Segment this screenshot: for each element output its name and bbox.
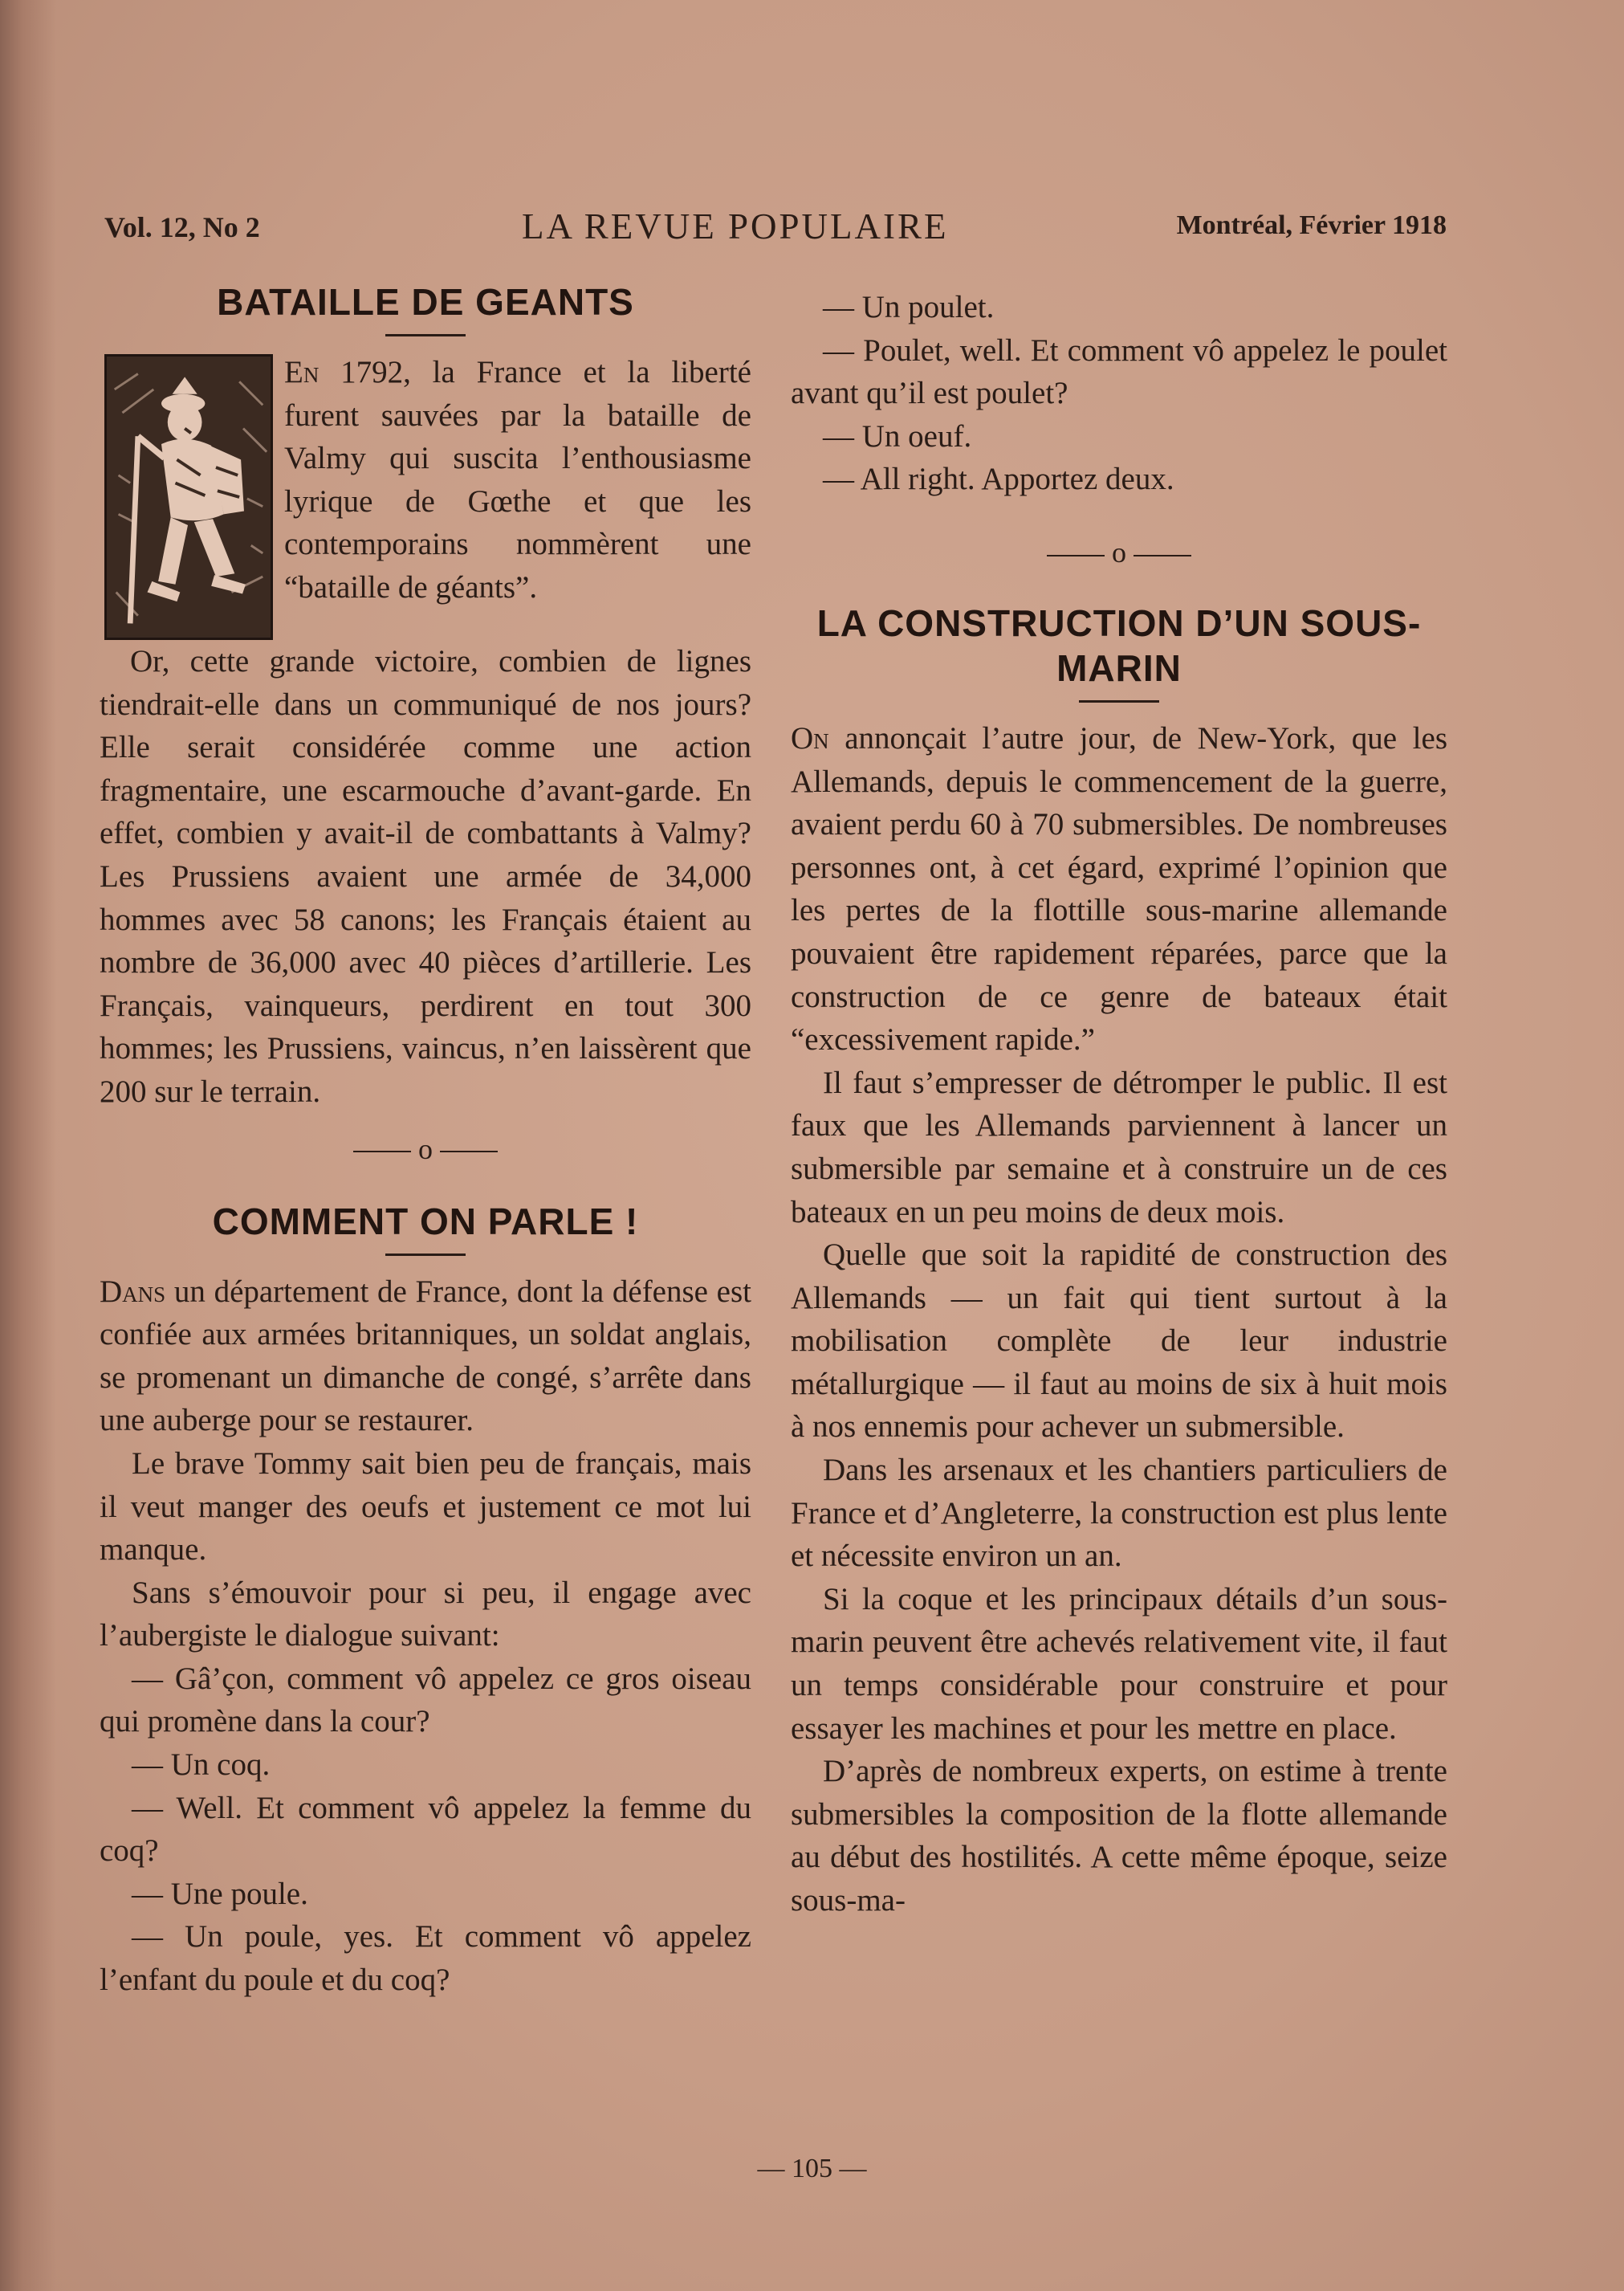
dialogue-line: — Gâ’çon, comment vô appelez ce gros oiseau qui promène dans la cour?	[100, 1661, 751, 1739]
volume-number: Vol. 12, No 2	[104, 211, 260, 243]
article-title-comment-on-parle: COMMENT ON PARLE !	[212, 1200, 639, 1242]
article-parle-paragraph-3: Sans s’émouvoir pour si peu, il engage avec l’aubergiste le dialogue suivant:	[100, 1575, 751, 1653]
dialogue-line: — Un poulet.	[823, 290, 995, 324]
dialogue-line: — Un coq.	[132, 1747, 271, 1783]
dialogue-line: — Un poule, yes. Et comment vô appelez l’enfant du poule et du coq?	[100, 1919, 751, 1998]
article-parle-paragraph-2: Le brave Tommy sait bien peu de français, mais il veut manger des oeufs et justement ce mot lui manque.	[100, 1445, 751, 1567]
article-sous-marin-paragraph-1: On annonçait l’autre jour, de New-York, que les Allemands, depuis le commencement de la guerre, avaient perdu 60 à 70 submersibles. De nombreuses personnes ont, à cet égard, exprimé l’opinion que les pertes de la flottille sous-marine allemande pouvaient être rapidement réparées, parce que la construction de ce genre de bateaux était “excessivement rapide.”	[791, 720, 1447, 1058]
soldier-figure-icon	[107, 357, 271, 638]
title-rule	[1079, 700, 1159, 703]
drop-initial-en: En	[284, 355, 320, 389]
issue-date: Montréal, Février 1918	[1176, 210, 1447, 240]
dialogue-line: — Une poule.	[132, 1876, 308, 1911]
left-column	[100, 279, 751, 2002]
page-header	[104, 206, 1447, 259]
section-separator: o	[791, 536, 1447, 569]
dialogue-line: — Poulet, well. Et comment vô appelez le poulet avant qu’il est poulet?	[791, 332, 1447, 411]
dialogue-line: — All right. Apportez deux.	[823, 462, 1174, 497]
article-sous-marin-paragraph-2: Il faut s’empresser de détromper le public. Il est faux que les Allemands parviennent à lancer un submersible par semaine et à construire un de ces bateaux en un peu moins de deux mois.	[791, 1065, 1447, 1229]
drop-initial-dans: Dans	[100, 1274, 166, 1309]
article-parle-paragraph-1: Dans un département de France, dont la défense est confiée aux armées britanniques, un soldat anglais, se promenant un dimanche de congé, s’arrête dans une auberge pour se restaurer.	[100, 1274, 751, 1438]
article-bataille-paragraph-2: Or, cette grande victoire, combien de lignes tiendrait-elle dans un communiqué de nos jours? Elle serait considérée comme une action fragmentaire, une escarmouche d’avant-garde. En effet, combien y avait-il de combattants à Valmy? Les Prussiens avaient une armée de 34,000 hommes avec 58 canons; les Français étaient au nombre de 36,000 avec 40 pièces d’artillerie. Les Français, vainqueurs, perdirent en tout 300 hommes; les Prussiens, vaincus, n’en laissèrent que 200 sur le terrain.	[100, 644, 751, 1109]
article-sous-marin-paragraph-3: Quelle que soit la rapidité de construction des Allemands — un fait qui tient surtout à la mobilisation complète de leur industrie métallurgique — il faut au moins de six à huit mois à nos ennemis pour achever un submersible.	[791, 1237, 1447, 1445]
article-bataille-intro	[100, 351, 751, 609]
title-rule	[385, 1254, 466, 1256]
article-bataille-paragraph-1: En 1792, la France et la liberté furent sauvées par la bataille de Valmy qui suscita l’enthousiasme lyrique de Gœthe et que les contemporains nommèrent une “bataille de géants”.	[284, 355, 751, 605]
title-rule	[385, 334, 466, 336]
soldier-woodcut-illustration	[104, 354, 273, 640]
dialogue-line: — Well. Et comment vô appelez la femme du coq?	[100, 1790, 751, 1869]
drop-initial-on: On	[791, 720, 829, 756]
dialogue-line: — Un oeuf.	[823, 418, 972, 454]
article-sous-marin-paragraph-5: Si la coque et les principaux détails d’un sous-marin peuvent être achevés relativement vite, il faut un temps considérable pour construire et pour essayer les machines et pour les mettre en place.	[791, 1581, 1447, 1746]
right-column	[791, 286, 1447, 1922]
page-number: — 105 —	[757, 2154, 867, 2183]
article-title-bataille: BATAILLE DE GEANTS	[217, 281, 634, 323]
article-sous-marin-paragraph-6: D’après de nombreux experts, on estime à trente submersibles la composition de la flotte allemande au début des hostilités. A cette même époque, seize sous-ma-	[791, 1754, 1447, 1918]
section-separator: o	[100, 1133, 751, 1165]
publication-title: LA REVUE POPULAIRE	[522, 206, 949, 247]
page-binding-shadow	[0, 0, 56, 2291]
article-sous-marin-paragraph-4: Dans les arsenaux et les chantiers particuliers de France et d’Angleterre, la construction est plus lente et nécessite environ un an.	[791, 1453, 1447, 1574]
article-title-construction-sous-marin: LA CONSTRUCTION D’UN SOUS- MARIN	[816, 601, 1422, 689]
